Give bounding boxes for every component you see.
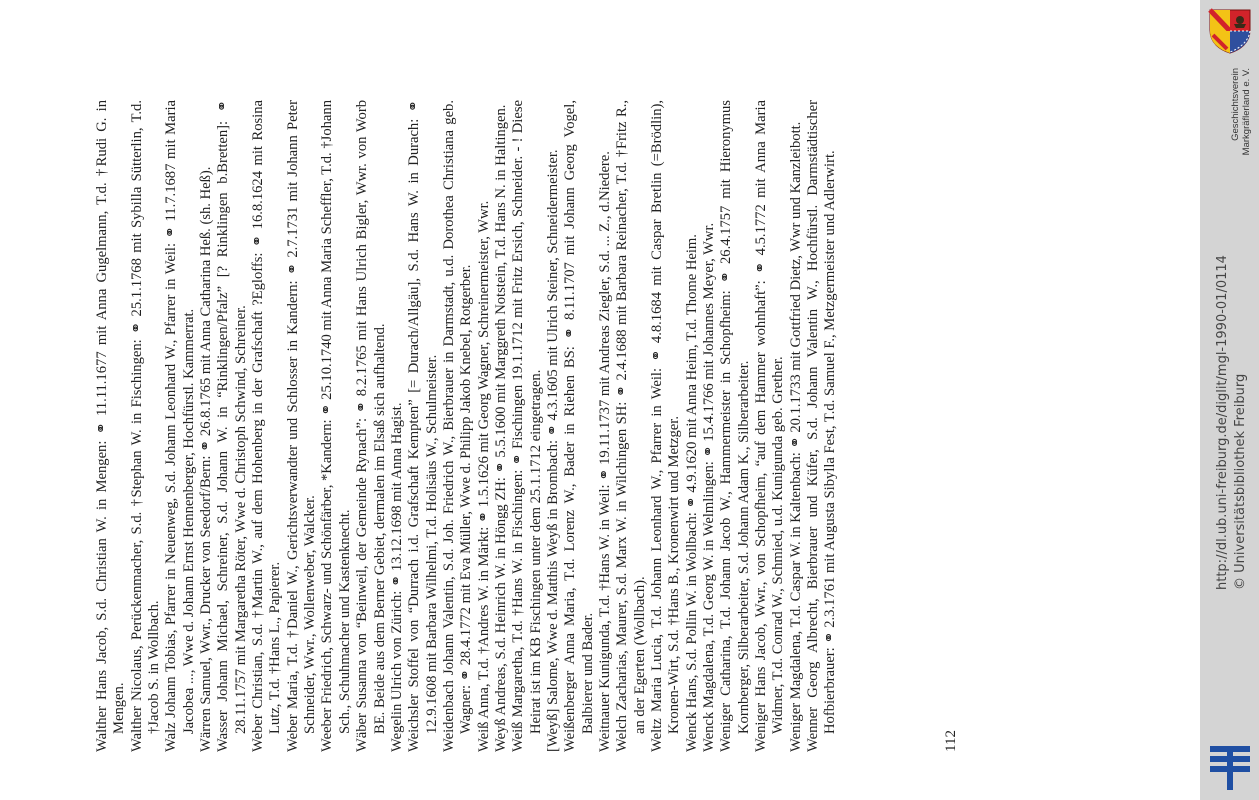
register-entry: [Weyß] Salome, Wwe d. Matthis Weyß in Brombach: ⚭ 4.3.1605 mit Ulrich Steiner, Schneidermeister. — [544, 149, 561, 752]
register-entry: Weber Maria, T.d. †Daniel W., Gerichtsverwandter und Schlosser in Kandern: ⚭ 2.7.1731 mit Johann Peter Schneider, Wwr., Wollenweber, Walcker. — [284, 100, 319, 752]
register-entry: Wenck Hans, S.d. Pollin W. in Wollbach: ⚭ 4.9.1620 mit Anna Heim, T.d. Thome Heim. — [683, 234, 700, 752]
register-entry: Wärren Samuel, Wwr., Drucker von Seedorf/Bern: ⚭ 26.8.1765 mit Anna Catharina Heß. (sh. Heß). — [198, 166, 215, 752]
register-entry: Weniger Catharina, T.d. Johann Jacob W., Hammermeister in Schopfheim: ⚭ 26.4.1757 mit Hieronymus Kornberger, Silberarbeiter, S.d. Johann Adam K., Silberarbeiter. — [718, 100, 752, 752]
copyright-notice: © Universitätsbibliothek Freiburg — [1233, 373, 1248, 590]
register-entry: Wenner Georg Albrecht, Bierbrauer und Küfer, S.d. Johann Valentin W., Hochfürstl. Darmstädtischer Hofbierbrauer: ⚭ 2.3.1761 mit Augusta Sibylla Fest, T.d. Samuel F., Metzgermeister und Adlerwirt. — [805, 100, 839, 752]
register-entry: Weitnauer Kunigunda, T.d. †Hans W. in Weil: ⚭ 19.11.1737 mit Andreas Ziegler, S.d. ... Z., d.Niedere. — [596, 151, 613, 752]
register-entry: Weidenbach Johann Valentin, S.d. Joh. Friedrich W., Bierbrauer in Darmstadt, u.d. Dorothea Christiana geb. Wagner: ⚭ 28.4.1772 mit Eva Müller, Wwe d. Philipp Jakob Knebel, Rotgerber. — [440, 100, 475, 752]
register-entry: Weniger Magdalena, T.d. Caspar W. in Kaltenbach: ⚭ 20.1.1733 mit Gottfried Dietz, Wwr und Kanzleibott. — [787, 121, 804, 752]
society-name-line1: Geschichtsverein — [1230, 68, 1241, 141]
page-number: 112 — [943, 730, 959, 752]
register-entry: Weltz Maria Lucia, T.d. Johann Leonhard W., Pfarrer in Weil: ⚭ 4.8.1684 mit Caspar Bretlin (=Brödlin), Kronen-Wirt, S.d. †Hans B., Kronenwirt und Metzger. — [649, 100, 683, 752]
register-entry: Walther Hans Jacob, S.d. Christian W. in Mengen: ⚭ 11.11.1677 mit Anna Gugelmann, T.d. †Rudi G. in Mengen. — [94, 100, 128, 752]
ub-freiburg-logo-icon — [1210, 746, 1250, 790]
register-entry: Weniger Hans Jacob, Wwr., von Schopfheim, “auf dem Hammer wohnhaft”: ⚭ 4.5.1772 mit Anna Maria Widmer, T.d. Conrad W., Schmied, u.d. Kunigunda geb. Grether. — [753, 100, 787, 752]
citation-text — [1214, 30, 1250, 590]
register-entry: Weyß Andreas, S.d. Heinrich W. in Höngg ZH: ⚭ 5.5.1600 mit Marggreth Notstein, T.d. Hans N. in Haltingen. — [492, 104, 509, 752]
register-entry: Wäber Susanna von “Beinweil, der Gemeinde Rynach”: ⚭ 8.2.1765 mit Hans Ulrich Bigler, Wwr. von Worb BE. Beide aus dem Berner Gebiet, dermalen im Elsaß sich aufhaltend. — [354, 100, 388, 752]
permalink[interactable]: http://dl.ub.uni-freiburg.de/diglit/mgl-1990-01/0114 — [1215, 255, 1230, 590]
register-entry: Walz Johann Tobias, Pfarrer in Neuenweg, S.d. Johann Leonhard W., Pfarrer in Weil: ⚭ 11.7.1687 mit Maria Jacobea ..., Wwe d. Johann Ernst Hennenberger, Hochfürstl. Kammerrat. — [163, 100, 197, 752]
register-entry: Wenck Magdalena, T.d. Georg W. in Welmlingen: ⚭ 15.4.1766 mit Johannes Meyer, Wwr. — [701, 222, 718, 752]
register-entry: Weiß Margaretha, T.d. †Hans W. in Fischingen: ⚭ Fischingen 19.1.1712 mit Fritz Ersich, Schneider. - ! Diese Heirat ist im KB Fischingen unter dem 25.1.1712 eingetragen. — [510, 100, 544, 752]
register-entry: Walther Nicolaus, Perückenmacher, S.d. †Stephan W. in Fischingen: ⚭ 25.1.1768 mit Sybilla Sütterlin, T.d. †Jacob S. in Wollbach. — [128, 100, 163, 752]
register-entry: Welch Zacharias, Maurer, S.d. Marx W. in Wilchingen SH: ⚭ 2.4.1688 mit Barbara Reinacher, T.d. †Fritz R., an der Egerten (Wollbach). — [614, 100, 648, 752]
rotated-text-block — [94, 100, 999, 752]
register-entry: Wasser Johann Michael, Schreiner, S.d. Johann W. in “Rinklingen/Pfalz” [? Rinklingen b.Bretten]: ⚭ 28.11.1757 mit Margaretha Röter, Wwe d. Christoph Schwind, Schreiner. — [215, 100, 249, 752]
register-entry: Wegelin Ulrich von Zürich: ⚭ 13.12.1698 mit Anna Hagist. — [388, 402, 405, 752]
register-entry: Weiß Anna, T.d. †Andres W. in Märkt: ⚭ 1.5.1626 mit Georg Wagner, Schreinermeister, Wwr. — [475, 200, 492, 752]
society-name-line2: Markgräflerland e. V. — [1241, 68, 1252, 156]
register-entry: Weber Christian, S.d. †Martin W., auf dem Hohenberg in der Grafschaft ?Egloffs: ⚭ 16.8.1624 mit Rosina Lutz, T.d. †Hans L., Papierer. — [250, 100, 284, 752]
register-entry: Weißenberger Anna Maria, T.d. Lorenz W., Bader in Riehen BS: ⚭ 8.11.1707 mit Johann Georg Vogel, Balbierer und Bader. — [562, 100, 596, 752]
register-entries — [94, 100, 840, 752]
register-entry: Weichsler Stoffel von “Durrach i.d. Grafschaft Kempten” [= Durach/Allgäu], S.d. Hans W. in Durach: ⚭ 12.9.1608 mit Barbara Wilhelmi, T.d. Holisäus W., Schulmeister. — [406, 100, 440, 752]
register-entry: Weeber Friedrich, Schwarz- und Schönfärber, *Kandern: ⚭ 25.10.1740 mit Anna Maria Scheffler, T.d. †Johann Sch., Schuhmacher und Kastenknecht. — [319, 100, 353, 752]
